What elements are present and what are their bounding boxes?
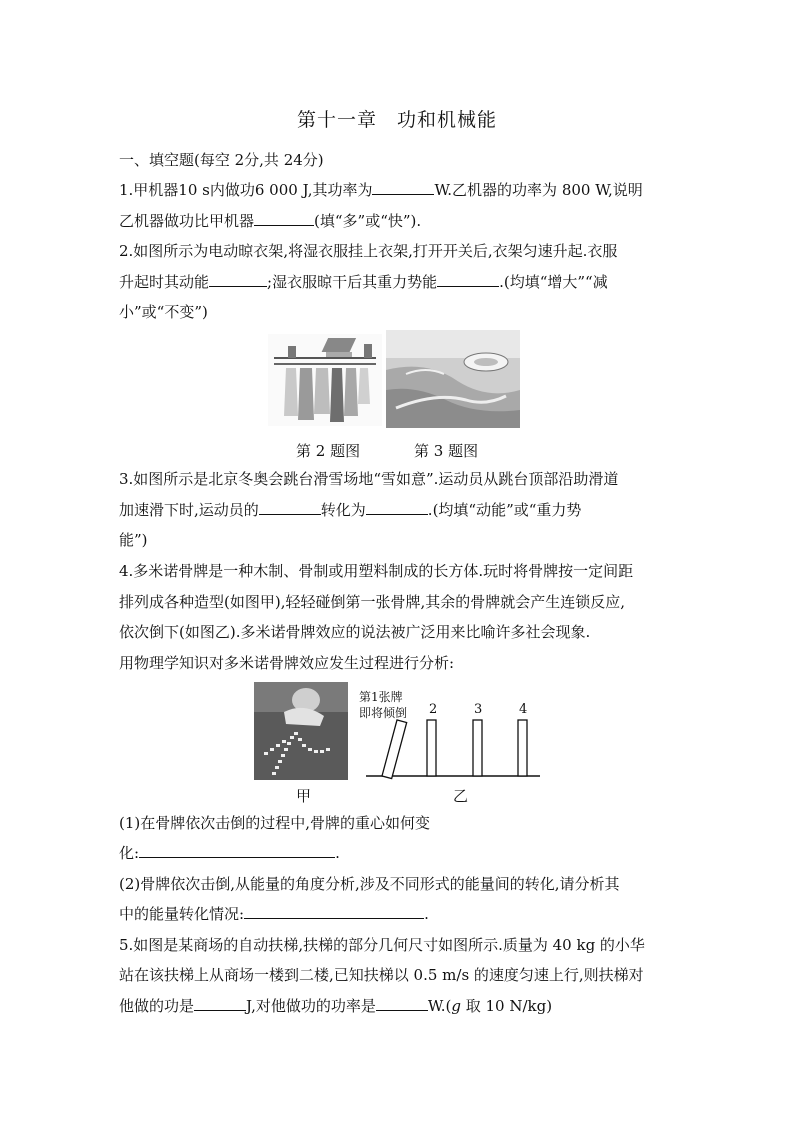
question-2-line-3: 小”或“不变”) <box>119 303 208 321</box>
answer-blank[interactable] <box>254 211 314 226</box>
domino-number-3: 3 <box>474 702 483 717</box>
q5-text-c: 他做的功是 <box>119 997 195 1015</box>
figure-2-caption: 第 2 题图 <box>296 442 361 460</box>
question-5-line-1: 5.如图是某商场的自动扶梯,扶梯的部分几何尺寸如图所示.质量为 40 kg 的小华 <box>119 936 645 954</box>
answer-blank[interactable] <box>244 904 424 919</box>
question-4-part-1-line-2 <box>119 843 679 863</box>
domino-number-2: 2 <box>429 702 438 717</box>
q2-text-d: .(均填“增大”“减 <box>499 273 608 291</box>
ski-jump-photo <box>386 330 520 428</box>
q4-2-text-c: . <box>424 905 429 923</box>
q4-1-text-c: . <box>335 844 340 862</box>
q3-text-b: 加速滑下时,运动员的 <box>119 501 259 519</box>
answer-blank[interactable] <box>366 500 428 515</box>
question-1-line-1 <box>119 180 679 200</box>
q1-text-c: 乙机器做功比甲机器 <box>119 212 255 230</box>
q3-text-c: 转化为 <box>320 501 366 519</box>
section-heading: 一、填空题(每空 2分,共 24分) <box>119 151 324 169</box>
answer-blank[interactable] <box>437 272 499 287</box>
question-4-line-2: 排列成各种造型(如图甲),轻轻碰倒第一张骨牌,其余的骨牌就会产生连锁反应, <box>119 593 626 611</box>
domino-photo <box>254 682 348 780</box>
answer-blank[interactable] <box>209 272 267 287</box>
question-4-line-1: 4.多米诺骨牌是一种木制、骨制或用塑料制成的长方体.玩时将骨牌按一定间距 <box>119 562 634 580</box>
answer-blank[interactable] <box>259 500 321 515</box>
question-3-line-1: 3.如图所示是北京冬奥会跳台滑雪场地“雪如意”.运动员从跳台顶部沿助滑道 <box>119 470 619 488</box>
answer-blank[interactable] <box>194 996 246 1011</box>
question-2-line-1: 2.如图所示为电动晾衣架,将湿衣服挂上衣架,打开开关后,衣架匀速升起.衣服 <box>119 242 618 260</box>
answer-blank[interactable] <box>139 843 335 858</box>
question-5-line-2: 站在该扶梯上从商场一楼到二楼,已知扶梯以 0.5 m/s 的速度匀速上行,则扶梯对 <box>119 966 644 984</box>
question-1-line-2 <box>119 211 679 231</box>
domino-number-4: 4 <box>519 702 528 717</box>
answer-blank[interactable] <box>372 180 434 195</box>
clothes-rack-figure <box>268 334 382 426</box>
figure-3-caption: 第 3 题图 <box>414 442 479 460</box>
question-3-line-2 <box>119 500 679 520</box>
question-4-line-3: 依次倒下(如图乙).多米诺骨牌效应的说法被广泛用来比喻许多社会现象. <box>119 623 591 641</box>
question-3-line-3: 能”) <box>119 531 148 549</box>
q2-text-b: 升起时其动能 <box>119 273 210 291</box>
question-4-line-4: 用物理学知识对多米诺骨牌效应发生过程进行分析: <box>119 654 455 672</box>
question-4-part-1-line-1: (1)在骨牌依次击倒的过程中,骨牌的重心如何变 <box>119 814 431 832</box>
q3-text-d: .(均填“动能”或“重力势 <box>427 501 582 519</box>
domino-label-line1: 第1张牌 <box>359 690 403 704</box>
q2-text-c: ;湿衣服晾干后其重力势能 <box>267 273 438 291</box>
q4-2-text-b: 中的能量转化情况: <box>119 905 245 923</box>
question-5-line-3 <box>119 996 679 1016</box>
question-2-line-2 <box>119 272 679 292</box>
question-4-part-2-line-2 <box>119 904 679 924</box>
q1-text-a: 1.甲机器10 s内做功6 000 J,其功率为 <box>119 181 373 199</box>
page-title: 第十一章 功和机械能 <box>296 109 497 131</box>
figure-jia-caption: 甲 <box>296 787 312 805</box>
q5-text-d: J,对他做功的功率是 <box>246 997 376 1015</box>
question-4-part-2-line-1: (2)骨牌依次击倒,从能量的角度分析,涉及不同形式的能量间的转化,请分析其 <box>119 875 620 893</box>
domino-label-line2: 即将倾倒 <box>359 706 408 720</box>
figure-yi-caption: 乙 <box>453 787 469 805</box>
q5-text-e: W.( <box>427 997 452 1015</box>
q4-1-text-b: 化: <box>119 844 140 862</box>
q5-gravity-symbol: g <box>451 997 461 1015</box>
q1-text-d: (填“多”或“快”). <box>314 212 422 230</box>
q5-text-f: 取 10 N/kg) <box>460 997 553 1015</box>
answer-blank[interactable] <box>376 996 428 1011</box>
q1-text-b: W.乙机器的功率为 800 W,说明 <box>434 181 643 199</box>
